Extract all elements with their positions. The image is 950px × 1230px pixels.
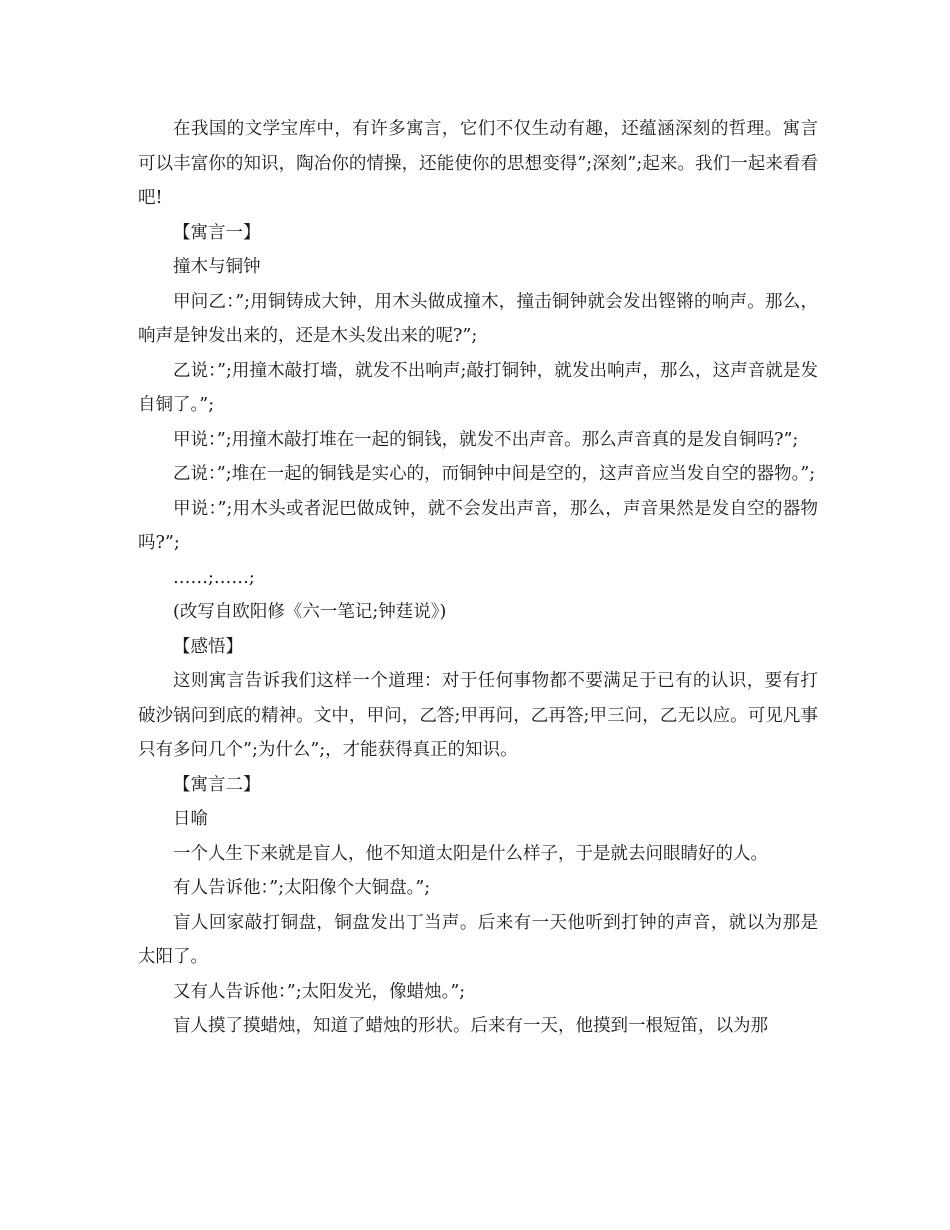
story-paragraph: 有人告诉他：”;太阳像个大铜盘。”; [173, 878, 431, 898]
story-paragraph: 一个人生下来就是盲人，他不知道太阳是什么样子，于是就去问眼睛好的人。 [173, 843, 768, 864]
dialogue-paragraph: 甲问乙：”;用铜铸成大钟，用木头做成撞木，撞击铜钟就会发出铿锵的响声。那么，响声是钟发出来的，还是木头发出来的呢?”; [138, 291, 818, 346]
ellipsis-line: ……;……; [173, 567, 255, 588]
story-paragraph: 又有人告诉他：”;太阳发光，像蜡烛。”; [173, 981, 466, 1002]
section-heading-fable-two: 【寓言二】 [173, 774, 261, 795]
dialogue-paragraph: 乙说：”;堆在一起的铜钱是实心的，而铜钟中间是空的，这声音应当发自空的器物。”; [173, 464, 816, 484]
fable-two-title: 日喻 [173, 809, 208, 829]
intro-paragraph: 在我国的文学宝库中，有许多寓言，它们不仅生动有趣，还蕴涵深刻的哲理。寓言可以丰富你的知识，陶冶你的情操，还能使你的思想变得”;深刻”;起来。我们一起来看看吧! [138, 119, 818, 208]
section-heading-fable-one: 【寓言一】 [173, 222, 261, 243]
dialogue-paragraph: 甲说：”;用木头或者泥巴做成钟，就不会发出声音，那么，声音果然是发自空的器物吗?”; [138, 498, 818, 553]
section-heading-insight: 【感悟】 [173, 636, 243, 657]
source-note: (改写自欧阳修《六一笔记;钟莛说》) [173, 602, 447, 622]
dialogue-paragraph: 甲说：”;用撞木敲打堆在一起的铜钱，就发不出声音。那么声音真的是发自铜吗?”; [173, 429, 799, 450]
insight-paragraph: 这则寓言告诉我们这样一个道理：对于任何事物都不要满足于已有的认识，要有打破沙锅问到底的精神。文中，甲问，乙答;甲再问，乙再答;甲三问，乙无以应。可见凡事只有多问几个”;为什么”;，才能获得真正的知识。 [138, 671, 818, 760]
fable-one-title: 撞木与铜钟 [173, 257, 261, 277]
story-paragraph: 盲人回家敲打铜盘，铜盘发出丁当声。后来有一天他听到打钟的声音，就以为那是太阳了。 [138, 912, 818, 967]
document-body [138, 112, 818, 1044]
story-paragraph: 盲人摸了摸蜡烛，知道了蜡烛的形状。后来有一天，他摸到一根短笛，以为那 [173, 1016, 768, 1036]
dialogue-paragraph: 乙说：”;用撞木敲打墙，就发不出响声;敲打铜钟，就发出响声，那么，这声音就是发自铜了。”; [138, 360, 818, 415]
